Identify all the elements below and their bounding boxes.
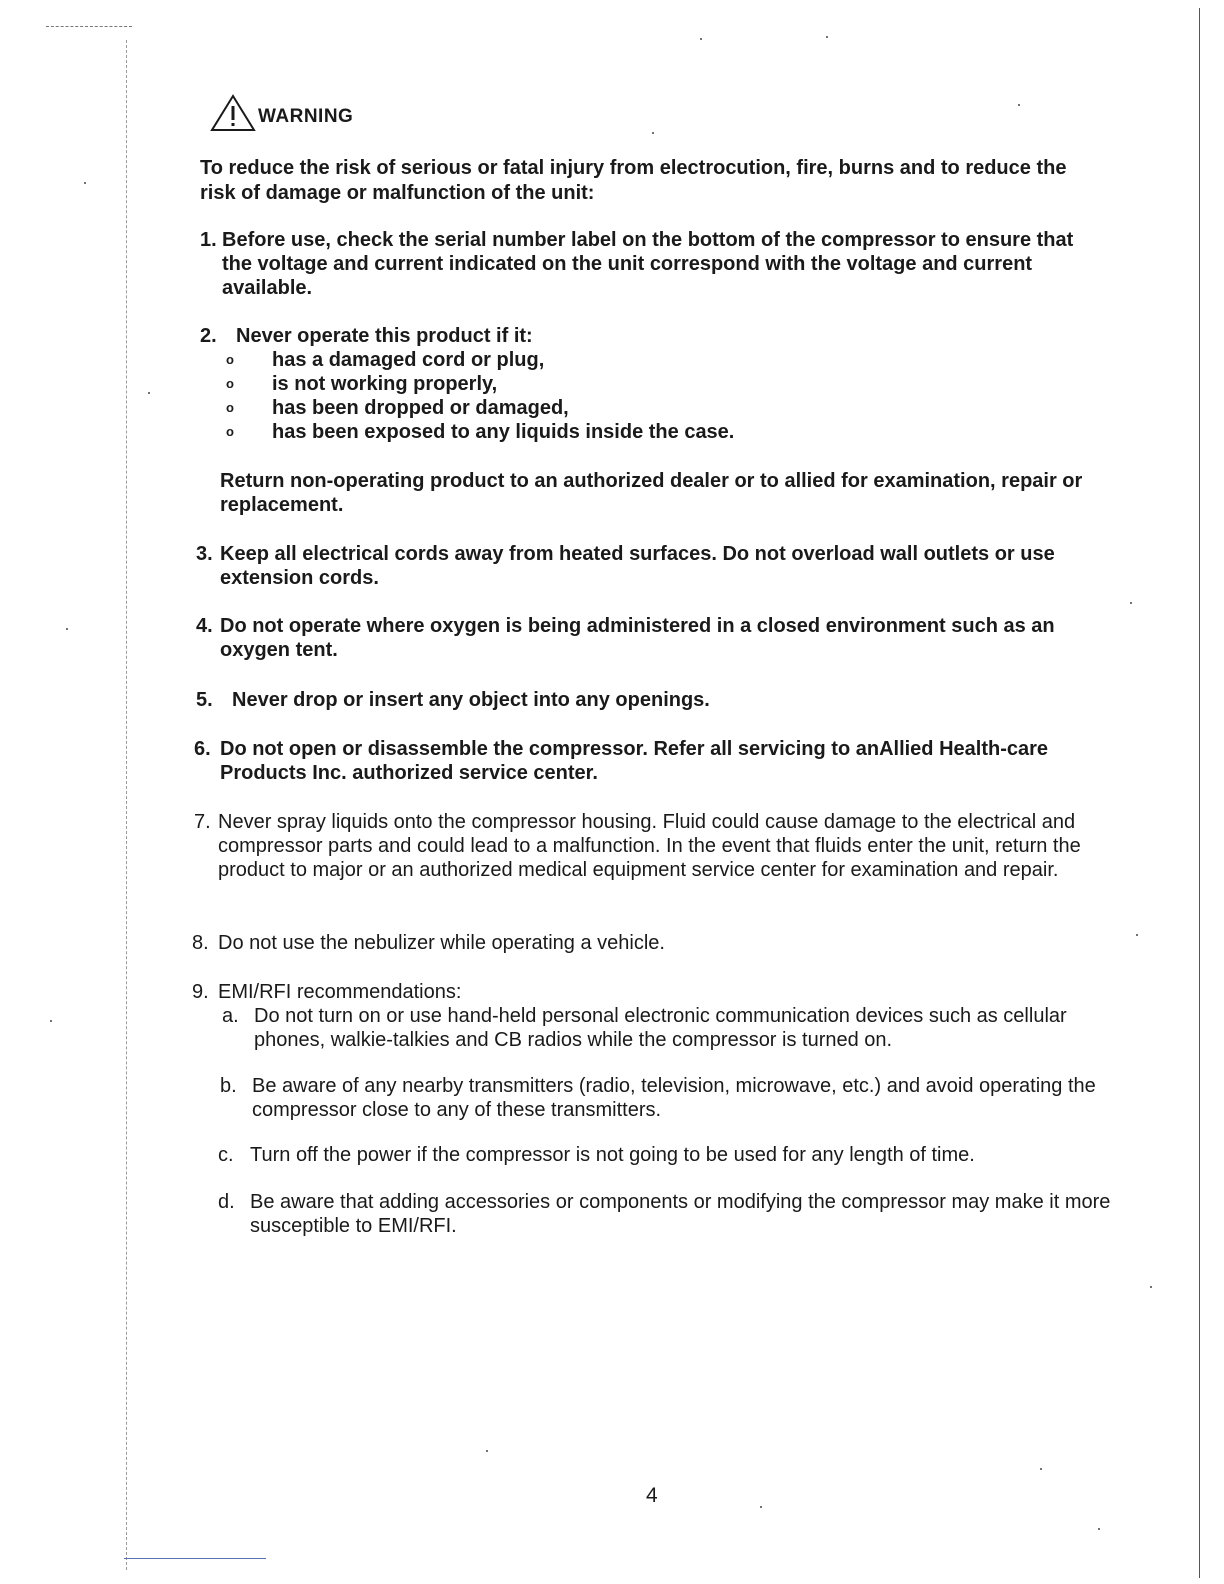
list-item xyxy=(224,420,924,444)
list-item-text: Keep all electrical cords away from heated surfaces. Do not overload wall outlets or use extension cords. xyxy=(220,543,1055,589)
emi-item-letter: c. xyxy=(218,1144,234,1166)
list-item-3 xyxy=(196,542,1116,590)
emi-item-text: Turn off the power if the compressor is not going to be used for any length of time. xyxy=(250,1144,975,1166)
warning-title: WARNING xyxy=(258,106,354,127)
scan-artifact-left-edge xyxy=(126,40,127,1570)
list-item-text: Do not operate where oxygen is being administered in a closed environment such as an oxygen tent. xyxy=(220,615,1055,661)
list-item-4 xyxy=(196,614,1120,662)
list-item-6 xyxy=(194,737,1116,785)
list-item-number: 4. xyxy=(196,615,213,637)
emi-item-text: Be aware that adding accessories or components or modifying the compressor may make it more susceptible to EMI/RFI. xyxy=(250,1191,1111,1237)
list-item-text: Before use, check the serial number label on the bottom of the compressor to ensure that the voltage and current indicated on the unit correspond with the voltage and current available. xyxy=(222,229,1074,299)
bullet-text: has been dropped or damaged, xyxy=(272,397,569,419)
list-item-number: 3. xyxy=(196,543,213,565)
bullet-marker: o xyxy=(226,424,234,439)
list-item-number: 7. xyxy=(194,811,211,833)
list-item-9 xyxy=(192,980,1092,1004)
condition-bullet-list xyxy=(224,348,924,444)
list-item-2 xyxy=(200,324,1080,348)
bullet-text: has a damaged cord or plug, xyxy=(272,349,545,371)
list-item-number: 9. xyxy=(192,981,209,1003)
scan-speck xyxy=(1130,602,1132,604)
scan-speck xyxy=(1136,934,1138,936)
list-item-number: 1. xyxy=(200,229,217,251)
emi-item-b xyxy=(220,1074,1110,1122)
list-item-8 xyxy=(192,931,1092,955)
scan-speck xyxy=(50,1020,52,1022)
scan-speck xyxy=(652,132,654,134)
list-item-1 xyxy=(200,228,1080,300)
scan-speck xyxy=(700,38,702,40)
bullet-marker: o xyxy=(226,376,234,391)
list-item-number: 6. xyxy=(194,738,211,760)
bullet-text: has been exposed to any liquids inside the case. xyxy=(272,421,735,443)
scan-artifact-bottom-line xyxy=(124,1558,266,1559)
list-item-number: 8. xyxy=(192,932,209,954)
list-item-text: Never operate this product if it: xyxy=(236,325,533,347)
scan-artifact-top xyxy=(46,26,132,27)
list-item-number: 2. xyxy=(200,325,217,347)
scan-speck xyxy=(1040,1468,1042,1470)
emi-item-letter: a. xyxy=(222,1005,239,1027)
emi-item-c xyxy=(218,1143,1118,1167)
return-note: Return non-operating product to an authorized dealer or to allied for examination, repair or replacement. xyxy=(220,470,1083,516)
scan-artifact-right-edge xyxy=(1199,8,1200,1578)
emi-item-d xyxy=(218,1190,1118,1238)
warning-triangle-icon xyxy=(210,94,256,132)
scan-speck xyxy=(1098,1528,1100,1530)
list-item-text: EMI/RFI recommendations: xyxy=(218,981,462,1003)
scan-speck xyxy=(66,628,68,630)
intro-paragraph: To reduce the risk of serious or fatal injury from electrocution, fire, burns and to reduce the risk of damage or malfunction of the unit: xyxy=(200,157,1067,204)
emi-item-text: Do not turn on or use hand-held personal electronic communication devices such as cellular phones, walkie-talkies and CB radios while the compressor is turned on. xyxy=(254,1005,1067,1051)
list-item-text: Never spray liquids onto the compressor housing. Fluid could cause damage to the electrical and compressor parts and could lead to a malfunction. In the event that fluids enter the unit, return the product to major or an authorized medical equipment service center for examination and repair. xyxy=(218,811,1081,881)
list-item-5 xyxy=(196,688,1096,712)
scan-speck xyxy=(760,1506,762,1508)
scan-speck xyxy=(84,182,86,184)
page-number: 4 xyxy=(646,1484,658,1507)
bullet-marker: o xyxy=(226,352,234,367)
scan-speck xyxy=(148,392,150,394)
bullet-text: is not working properly, xyxy=(272,373,498,395)
emi-item-letter: d. xyxy=(218,1191,235,1213)
scan-speck xyxy=(1150,1286,1152,1288)
list-item-7 xyxy=(194,810,1116,882)
list-item-text: Do not use the nebulizer while operating a vehicle. xyxy=(218,932,665,954)
list-item xyxy=(224,396,924,420)
list-item-number: 5. xyxy=(196,689,213,711)
scan-speck xyxy=(486,1450,488,1452)
emi-item-letter: b. xyxy=(220,1075,237,1097)
list-item-text: Do not open or disassemble the compressor. Refer all servicing to anAllied Health-care Products Inc. authorized service center. xyxy=(220,738,1049,784)
emi-item-text: Be aware of any nearby transmitters (radio, television, microwave, etc.) and avoid operating the compressor close to any of these transmitters. xyxy=(252,1075,1096,1121)
list-item-text: Never drop or insert any object into any openings. xyxy=(232,689,710,711)
list-item xyxy=(224,348,924,372)
scan-speck xyxy=(1018,104,1020,106)
list-item xyxy=(224,372,924,396)
scan-speck xyxy=(826,36,828,38)
bullet-marker: o xyxy=(226,400,234,415)
warning-header xyxy=(210,92,353,132)
emi-item-a xyxy=(222,1004,1126,1052)
